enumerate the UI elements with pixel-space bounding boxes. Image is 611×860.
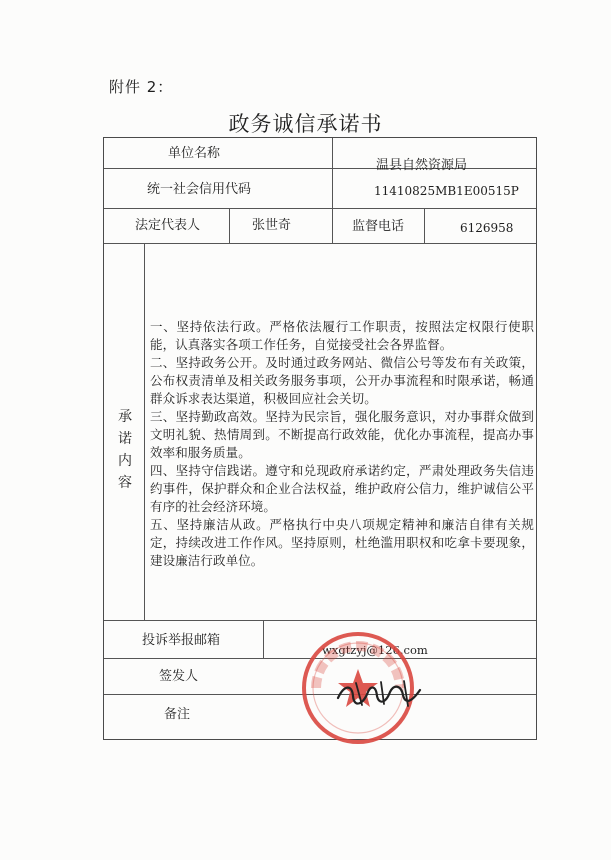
signer-label: 签发人 xyxy=(159,669,199,684)
remark-label: 备注 xyxy=(164,707,191,722)
handwritten-signature xyxy=(332,676,427,710)
unit-name-label: 单位名称 xyxy=(168,146,221,161)
column-divider-main xyxy=(332,138,333,243)
credit-code-value: 11410825MB1E00515P xyxy=(374,184,519,198)
promise-content xyxy=(150,318,534,570)
legal-rep-label: 法定代表人 xyxy=(135,218,201,233)
column-divider-promise-side xyxy=(144,243,145,620)
column-divider-rep xyxy=(229,208,230,243)
promise-paragraph-3: 三、坚持勤政高效。坚持为民宗旨，强化服务意识，对办事群众做到文明礼貌、热情周到。不断提高行政效能，优化办事流程，提高办事效率和服务质量。 xyxy=(150,409,534,460)
column-divider-phone xyxy=(424,208,425,243)
promise-side-label: 承诺内容 xyxy=(118,409,132,491)
document-title: 政务诚信承诺书 xyxy=(228,112,383,136)
promise-paragraph-5: 五、坚持廉洁从政。严格执行中央八项规定精神和廉洁自律有关规定，持续改进工作作风。坚持原则，杜绝滥用职权和吃拿卡要现象，建设廉洁行政单位。 xyxy=(150,517,534,568)
credit-code-label: 统一社会信用代码 xyxy=(147,182,252,197)
supervision-phone-label: 监督电话 xyxy=(352,219,405,234)
column-divider-email xyxy=(263,620,264,658)
attachment-label: 附件 2： xyxy=(109,78,174,96)
promise-paragraph-2: 二、坚持政务公开。及时通过政务网站、微信公号等发布有关政策，公布权责清单及相关政务服务事项，公开办事流程和时限承诺，畅通群众诉求表达渠道，积极回应社会关切。 xyxy=(150,355,534,406)
row-divider-1 xyxy=(104,168,536,169)
unit-name-value: 温县自然资源局 xyxy=(376,158,468,173)
row-divider-3 xyxy=(104,243,536,244)
row-divider-2 xyxy=(104,208,536,209)
complaint-email-value: wxgtzyj@126.com xyxy=(322,643,428,657)
legal-rep-name: 张世奇 xyxy=(252,218,292,233)
complaint-email-label: 投诉举报邮箱 xyxy=(142,633,221,648)
promise-paragraph-1: 一、坚持依法行政。严格依法履行工作职责，按照法定权限行使职能，认真落实各项工作任务，自觉接受社会各界监督。 xyxy=(150,319,534,352)
promise-paragraph-4: 四、坚持守信践诺。遵守和兑现政府承诺约定，严肃处理政务失信违约事件，保护群众和企业合法权益，维护政府公信力，维护诚信公平有序的社会经济环境。 xyxy=(150,463,534,514)
row-divider-4 xyxy=(104,620,536,621)
supervision-phone-value: 6126958 xyxy=(460,221,514,235)
